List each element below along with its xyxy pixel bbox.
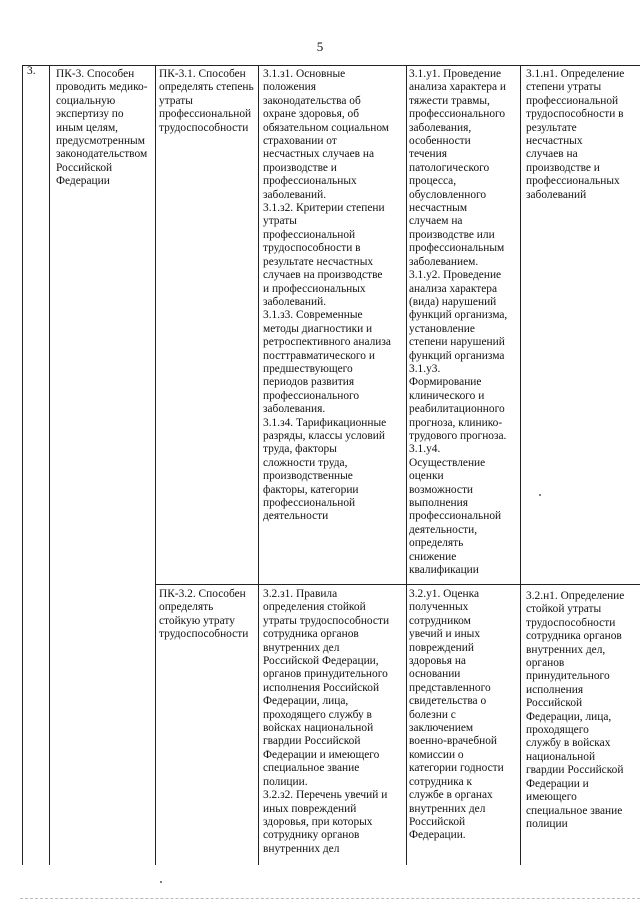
indicator-cell: ПК-3.2. Способен определять стойкую утрату трудоспособности xyxy=(159,588,249,641)
abilities-cell: 3.1.у1. Проведение анализа характера и тяжести травмы, профессионального заболевания, особенности течения патологического процесса, обусловленного несчастным случаем на производстве или профессиональным заболеванием. 3.1.у2. Проведение анализа характера (вида) нарушений функций организма, установление степени нарушений функций организма 3.1.у3. Формирование клинического и реабилитационного прогноза, клинико- трудового прогноза. 3.1.у4. Осуществление оценки возможности выполнения профессиональной деятельности, определять снижение квалификации xyxy=(409,68,508,577)
scan-edge xyxy=(20,898,640,899)
column-divider xyxy=(49,65,50,865)
page-number: 5 xyxy=(316,39,324,54)
row-number-cell: 3. xyxy=(27,65,36,77)
knowledge-cell: 3.2.з1. Правила определения стойкой утраты трудоспособности сотрудника органов внутренних дел Российской Федерации, органов принудительного исполнения Российской Федерации, лица, проходящего службу в войсках национальной гвардии Российской Федерации и имеющего специальное звание полиции. 3.2.з2. Перечень увечий и иных повреждений здоровья, при которых сотруднику органов внутренних дел xyxy=(263,588,390,855)
table-left-border xyxy=(22,65,23,865)
column-divider xyxy=(155,65,156,865)
scan-speck xyxy=(539,494,541,496)
knowledge-cell: 3.1.з1. Основные положения законодательства об охране здоровья, об обязательном социальном страховании от несчастных случаев на производстве и профессиональных заболеваний. 3.1.з2. Критерии степени утраты профессиональной трудоспособности в результате несчастных случаев на производстве и профессиональных заболеваний. 3.1.з3. Современные методы диагностики и ретроспективного анализа посттравматического и предшествующего периодов развития профессионального заболевания. 3.1.з4. Тарификационные разряды, классы условий труда, факторы сложности труда, производственные факторы, категории профессиональной деятельности xyxy=(263,68,391,523)
skills-cell: 3.1.н1. Определение степени утраты профессиональной трудоспособности в результате несчастных случаев на производстве и профессиональных заболеваний xyxy=(526,68,625,201)
scan-speck xyxy=(160,881,162,883)
abilities-cell: 3.2.у1. Оценка полученных сотрудником увечий и иных повреждений здоровья на основании представленного свидетельства о болезни с заключением военно-врачебной комиссии о категории годности сотрудника к службе в органах внутренних дел Российской Федерации. xyxy=(409,588,504,842)
row-divider xyxy=(155,584,640,585)
skills-cell: 3.2.н1. Определение стойкой утраты трудоспособности сотрудника органов внутренних дел, органов принудительного исполнения Российской Федерации, лица, проходящего службу в войсках национальной гвардии Российской Федерации и имеющего специальное звание полиции xyxy=(526,590,625,830)
column-divider xyxy=(258,65,259,865)
table-top-border xyxy=(22,65,640,66)
competence-cell: ПК-3. Способен проводить медико- социальную экспертизу по иным целям, предусмотренным законодательством Российской Федерации xyxy=(56,68,148,188)
indicator-cell: ПК-3.1. Способен определять степень утраты профессиональной трудоспособности xyxy=(159,68,254,134)
